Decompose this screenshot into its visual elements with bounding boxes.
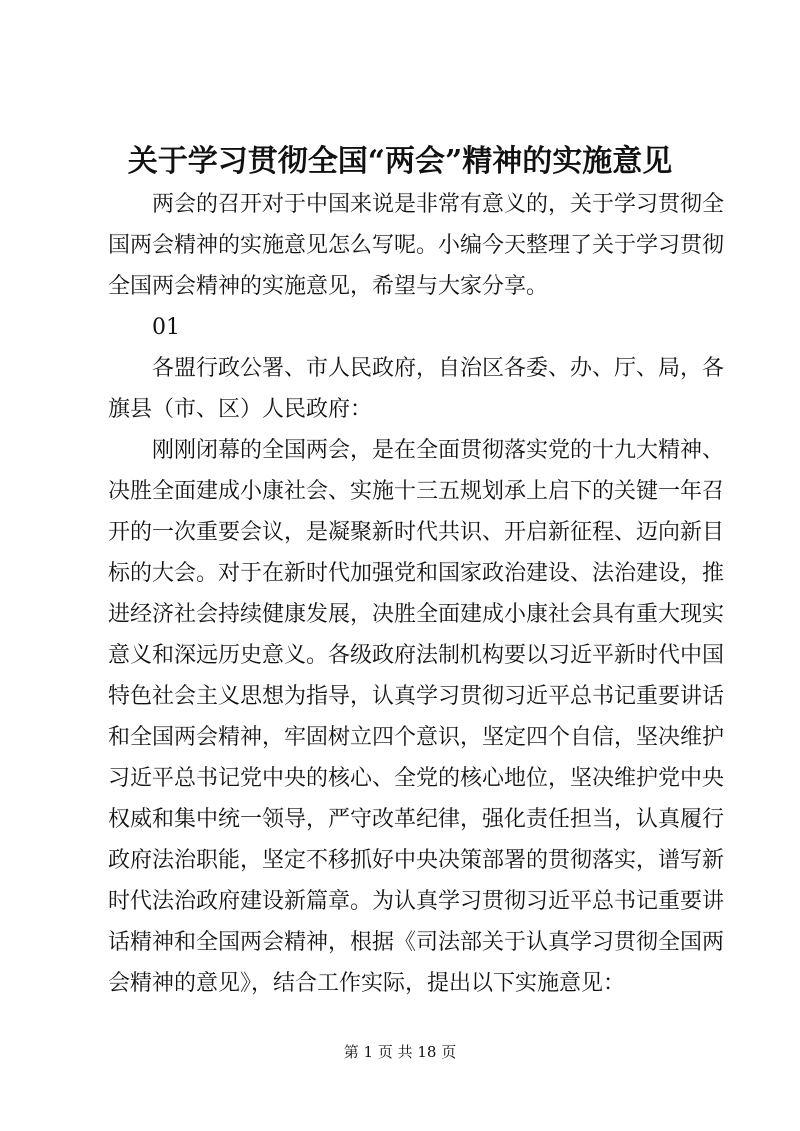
paragraph-line: 习近平总书记党中央的核心、全党的核心地位，坚决维护党中央: [108, 766, 725, 791]
paragraph-line: 权威和集中统一领导，严守改革纪律，强化责任担当，认真履行: [108, 807, 725, 832]
paragraph-line: 进经济社会持续健康发展，决胜全面建成小康社会具有重大现实: [108, 602, 725, 627]
paragraph-line: 开的一次重要会议，是凝聚新时代共识、开启新征程、迈向新目: [108, 520, 725, 545]
paragraph-line: 全国两会精神的实施意见，希望与大家分享。: [108, 274, 549, 299]
paragraph-line: 标的大会。对于在新时代加强党和国家政治建设、法治建设，推: [108, 561, 725, 586]
paragraph-line: 政府法治职能，坚定不移抓好中央决策部署的贯彻落实，谱写新: [108, 848, 725, 873]
paragraph-line: 时代法治政府建设新篇章。为认真学习贯彻习近平总书记重要讲: [108, 889, 725, 914]
paragraph-line: 刚刚闭幕的全国两会，是在全面贯彻落实党的十九大精神、: [152, 438, 725, 463]
section-number: 01: [152, 315, 180, 340]
paragraph-line: 两会的召开对于中国来说是非常有意义的，关于学习贯彻全: [152, 192, 725, 217]
paragraph-line: 各盟行政公署、市人民政府，自治区各委、办、厅、局，各: [152, 356, 725, 381]
page-footer: 第 1 页 共 18 页: [343, 1043, 457, 1061]
paragraph-line: 会精神的意见》，结合工作实际，提出以下实施意见：: [108, 971, 626, 996]
paragraph-line: 话精神和全国两会精神，根据《司法部关于认真学习贯彻全国两: [108, 930, 725, 955]
paragraph-line: 意义和深远历史意义。各级政府法制机构要以习近平新时代中国: [108, 643, 725, 668]
paragraph-line: 决胜全面建成小康社会、实施十三五规划承上启下的关键一年召: [108, 479, 725, 504]
paragraph-line: 国两会精神的实施意见怎么写呢。小编今天整理了关于学习贯彻: [108, 233, 725, 258]
document-title: 关于学习贯彻全国“两会”精神的实施意见: [127, 144, 673, 179]
paragraph-line: 和全国两会精神，牢固树立四个意识，坚定四个自信，坚决维护: [108, 725, 725, 750]
paragraph-line: 旗县（市、区）人民政府：: [108, 397, 373, 422]
paragraph-line: 特色社会主义思想为指导，认真学习贯彻习近平总书记重要讲话: [108, 684, 725, 709]
